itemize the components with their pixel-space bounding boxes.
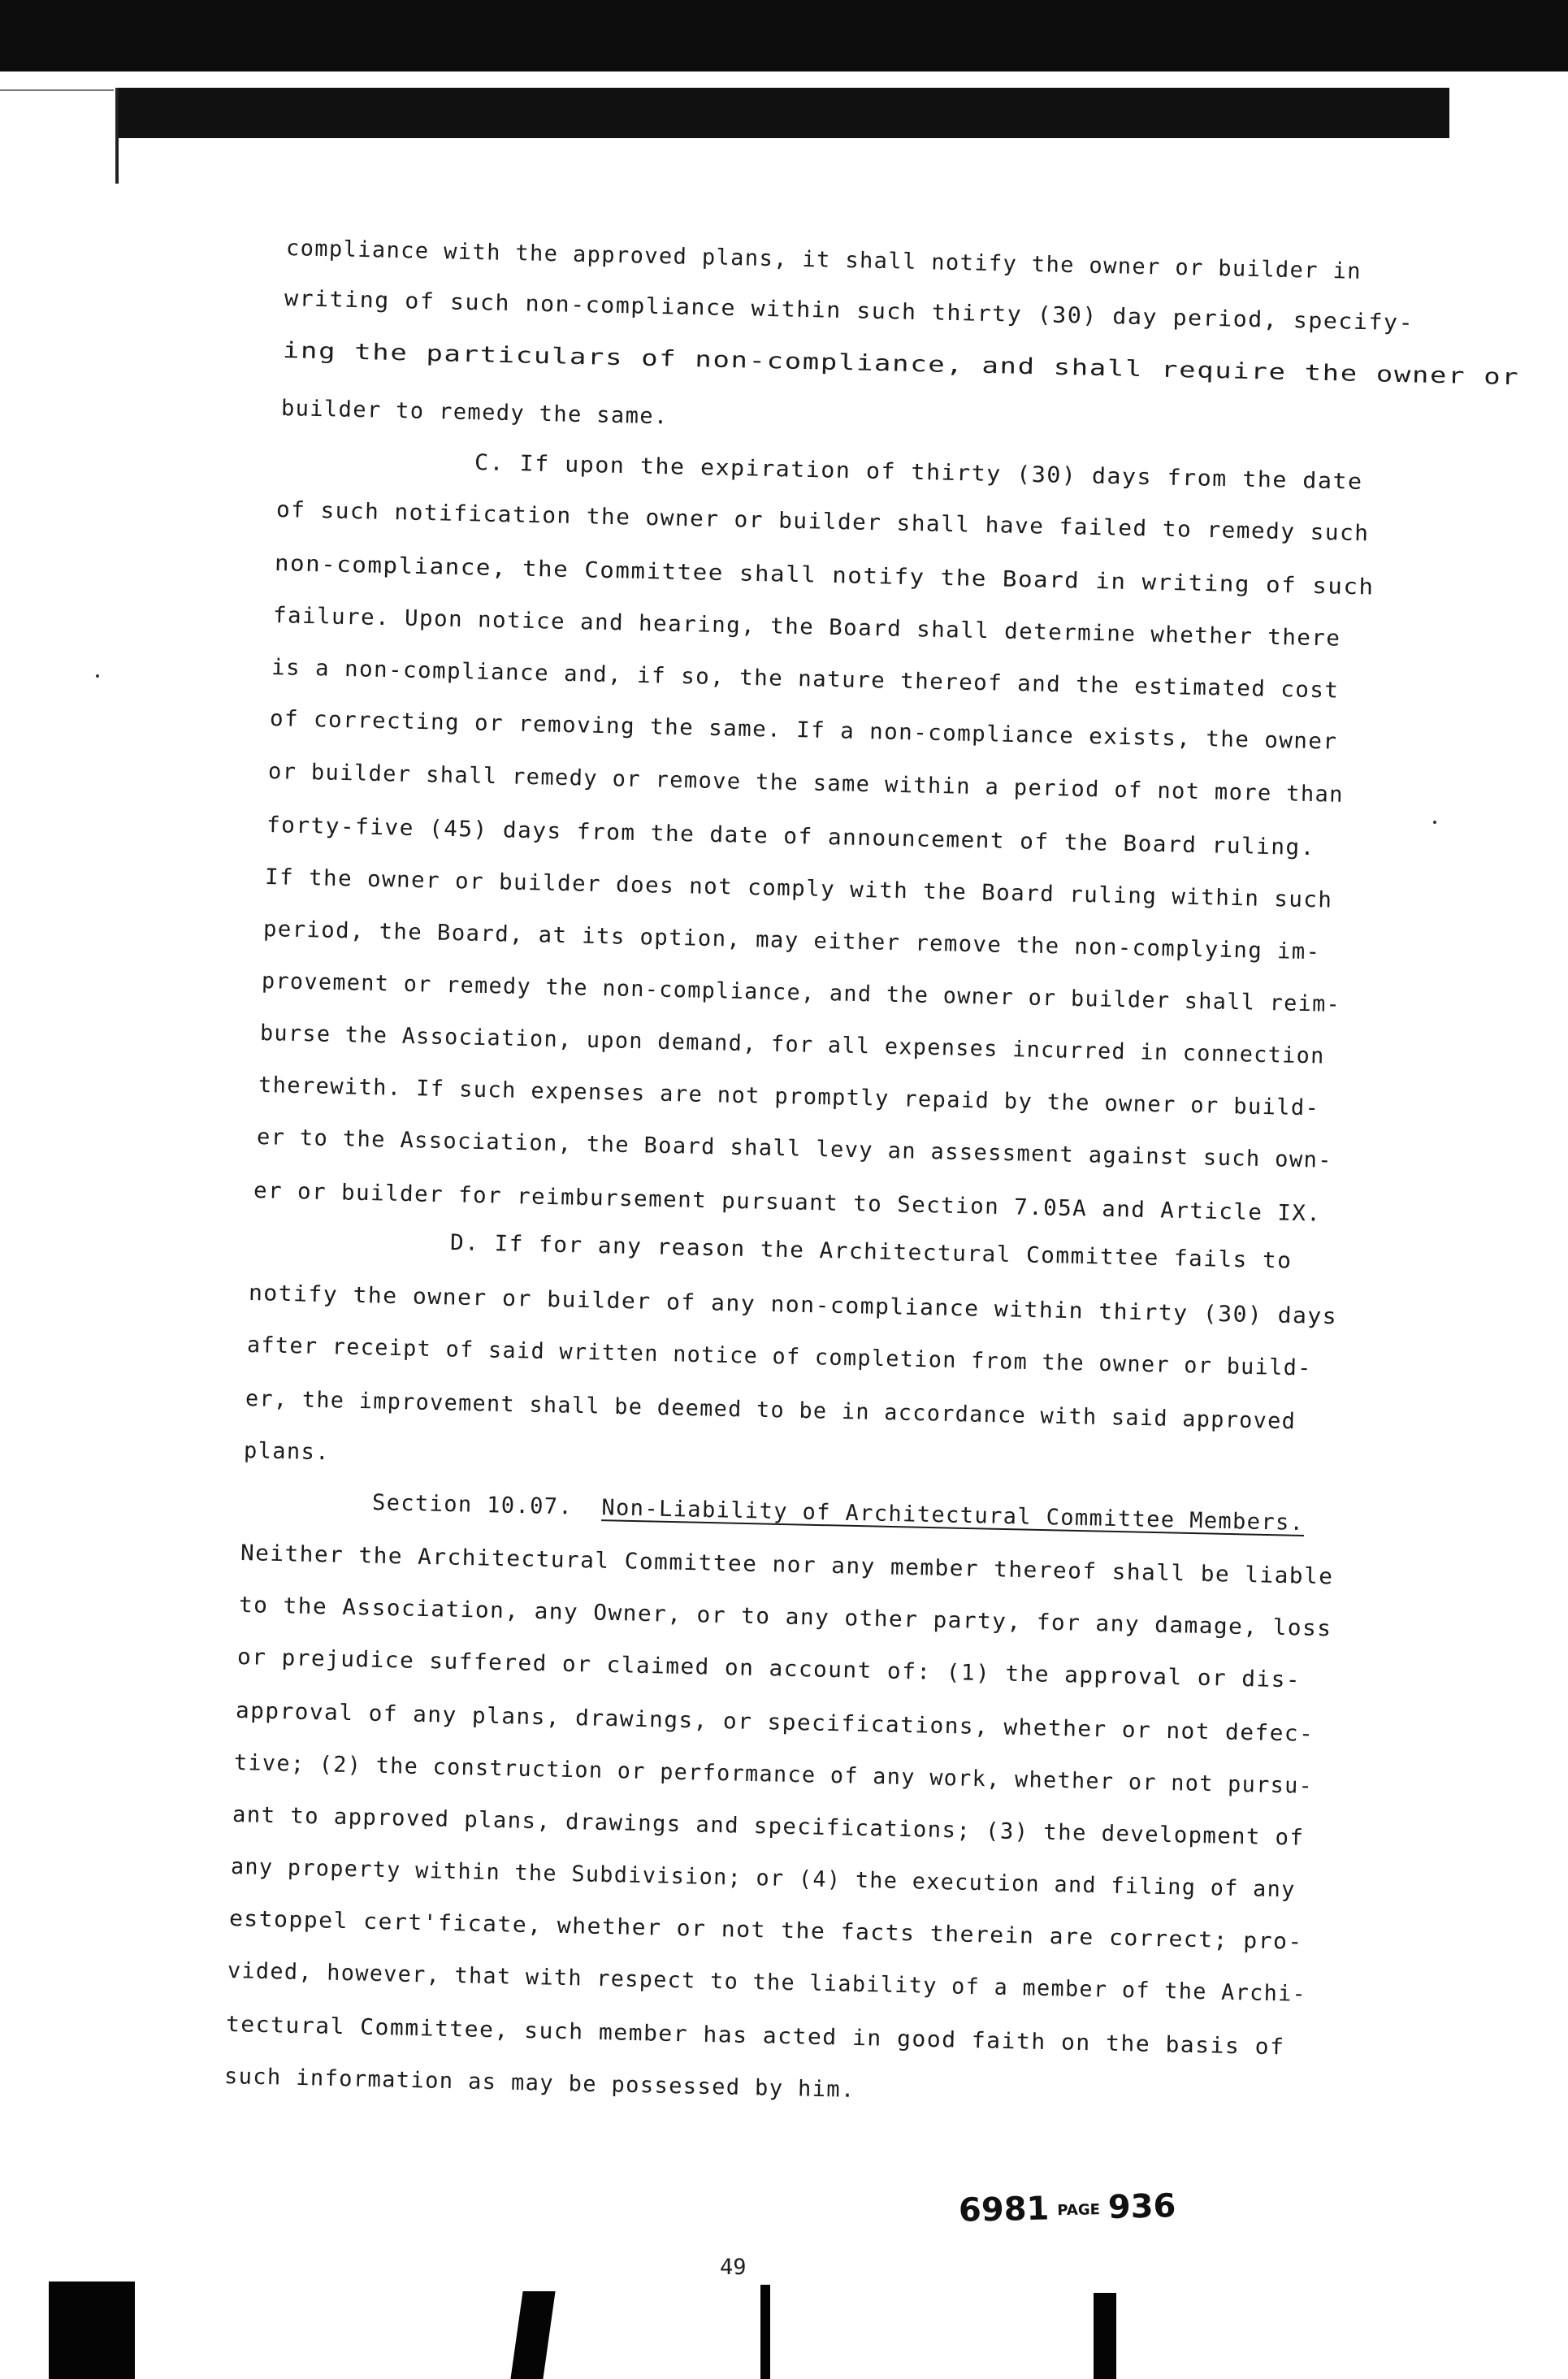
page-label: PAGE xyxy=(1057,2200,1101,2219)
text-line: non-compliance, the Committee shall notify the Board in writing of such xyxy=(274,551,1375,600)
text-line: D. If for any reason the Architectural Committee fails to xyxy=(449,1230,1293,1274)
text-line: of such notification the owner or builder shall have failed to remedy such xyxy=(275,497,1370,547)
text-line: plans. xyxy=(243,1438,331,1466)
registration-mark xyxy=(510,2291,555,2379)
text-line: ant to approved plans, drawings and specifications; (3) the development of xyxy=(232,1802,1305,1851)
text-line: therewith. If such expenses are not promptly repaid by the owner or build- xyxy=(258,1072,1320,1121)
text-line: er to the Association, the Board shall levy an assessment against such own- xyxy=(256,1124,1333,1173)
text-line: is a non-compliance and, if so, the nature thereof and the estimated cost xyxy=(271,655,1340,704)
text-line: failure. Upon notice and hearing, the Board shall determine whether there xyxy=(272,603,1341,652)
text-line: er or builder for reimbursement pursuant to Section 7.05A and Article IX. xyxy=(253,1178,1322,1227)
scan-frame-left-edge xyxy=(115,88,119,184)
scan-frame-line xyxy=(0,89,114,91)
scan-speck xyxy=(96,674,99,678)
text-line: Neither the Architectural Committee nor any member thereof shall be liable xyxy=(240,1540,1334,1590)
page-number: 49 xyxy=(720,2255,747,2280)
book-number: 6981 xyxy=(958,2190,1050,2230)
text-line: burse the Association, upon demand, for all expenses incurred in connection xyxy=(259,1020,1325,1069)
text-line: er, the improvement shall be deemed to be in accordance with said approved xyxy=(245,1386,1297,1435)
text-line: after receipt of said written notice of completion from the owner or build- xyxy=(246,1332,1312,1381)
text-line: ing the particulars of non-compliance, and shall require the owner or xyxy=(282,338,1520,391)
text-line: tectural Committee, such member has acted in good faith on the basis of xyxy=(225,2012,1285,2060)
text-line: writing of such non-compliance within such thirty (30) day period, specify- xyxy=(284,286,1414,336)
scan-frame-bar xyxy=(115,88,1449,138)
text-line: provement or remedy the non-compliance, and the owner or builder shall reim- xyxy=(261,968,1341,1017)
text-line: approval of any plans, drawings, or specifications, whether or not defec- xyxy=(235,1698,1315,1747)
text-line: notify the owner or builder of any non-compliance within thirty (30) days xyxy=(248,1280,1338,1330)
text-line: estoppel cert'ficate, whether or not the facts therein are correct; pro- xyxy=(228,1906,1304,1955)
stamp-page-number: 936 xyxy=(1107,2187,1176,2226)
text-line: period, the Board, at its option, may either remove the non-complying im- xyxy=(262,916,1321,965)
registration-mark xyxy=(760,2285,770,2379)
section-heading-line: Section 10.07. Non-Liability of Architectural Committee Members. xyxy=(371,1490,1305,1536)
text-line: compliance with the approved plans, it shall notify the owner or builder in xyxy=(285,236,1362,284)
book-page-stamp xyxy=(959,2187,1176,2230)
text-line: to the Association, any Owner, or to any other party, for any damage, loss xyxy=(238,1592,1332,1642)
text-line: or prejudice suffered or claimed on account of: (1) the approval or dis- xyxy=(236,1644,1302,1693)
text-line: or builder shall remedy or remove the same within a period of not more than xyxy=(267,759,1345,808)
text-line: of correcting or removing the same. If a non-compliance exists, the owner xyxy=(269,706,1338,755)
section-title: Non-Liability of Architectural Committee Members. xyxy=(601,1495,1305,1536)
text-line: such information as may be possessed by him. xyxy=(223,2064,856,2103)
scan-top-border xyxy=(0,0,1568,72)
text-line: builder to remedy the same. xyxy=(280,396,669,430)
text-line: C. If upon the expiration of thirty (30) days from the date xyxy=(474,450,1363,495)
text-line: vided, however, that with respect to the liability of a member of the Archi- xyxy=(227,1958,1307,2007)
text-line: tive; (2) the construction or performance of any work, whether or not pursu- xyxy=(233,1750,1314,1799)
text-line: any property within the Subdivision; or (4) the execution and filing of any xyxy=(230,1854,1296,1903)
scan-speck xyxy=(1433,821,1436,824)
registration-mark xyxy=(49,2282,135,2379)
text-line: If the owner or builder does not comply with the Board ruling within such xyxy=(264,864,1333,913)
registration-mark xyxy=(1094,2293,1116,2379)
text-line: forty-five (45) days from the date of announcement of the Board ruling. xyxy=(266,812,1316,861)
